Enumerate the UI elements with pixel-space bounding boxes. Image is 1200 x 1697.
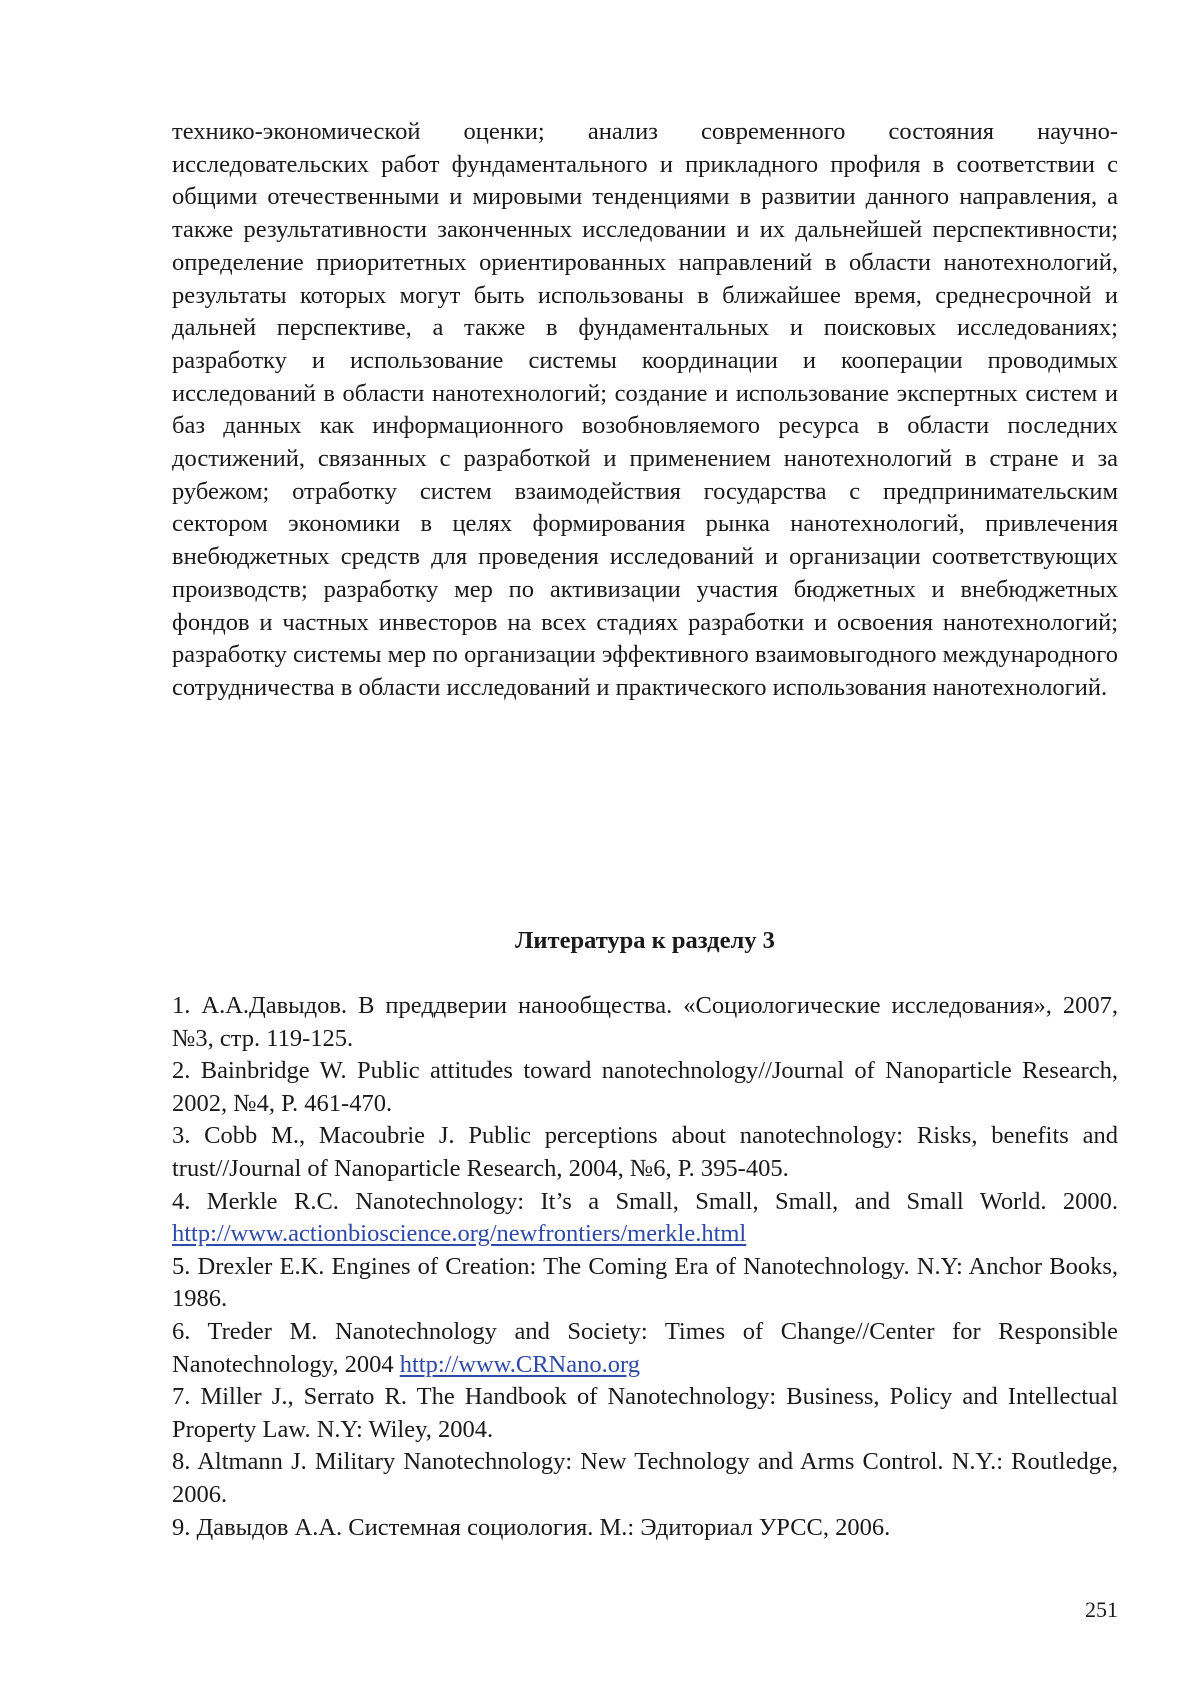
reference-item [172, 1251, 1118, 1316]
references-list [172, 990, 1118, 1544]
reference-link-crnano[interactable]: http://www.CRNano.org [399, 1350, 640, 1378]
reference-item [172, 1316, 1118, 1381]
reference-item [172, 1381, 1118, 1446]
reference-text: 4. Merkle R.C. Nanotechnology: It’s a Small, Small, Small, and Small World. 2000. [172, 1187, 1118, 1215]
reference-text: 5. Drexler E.K. Engines of Creation: The Coming Era of Nanotechnology. N.Y: Anchor Books, 1986. [172, 1252, 1118, 1313]
reference-item [172, 1446, 1118, 1511]
reference-item [172, 1512, 1118, 1545]
page-number: 251 [1085, 1597, 1118, 1622]
reference-item [172, 1120, 1118, 1185]
reference-text: 1. А.А.Давыдов. В преддверии нанообщества. «Социологические исследования», 2007, №3, стр. 119-125. [172, 992, 1118, 1052]
reference-item [172, 1186, 1118, 1251]
references-heading: Литература к разделу 3 [515, 927, 775, 954]
reference-text: 7. Miller J., Serrato R. The Handbook of Nanotechnology: Business, Policy and Intellectual Property Law. N.Y: Wiley, 2004. [172, 1383, 1118, 1443]
reference-item [172, 1055, 1118, 1120]
reference-text: 9. Давыдов А.А. Системная социология. М.: Эдиториал УРСС, 2006. [172, 1513, 891, 1541]
reference-text: 8. Altmann J. Military Nanotechnology: New Technology and Arms Control. N.Y.: Routledge, 2006. [172, 1448, 1118, 1508]
reference-text: 6. Treder M. Nanotechnology and Society: Times of Change//Center for Responsible Nanotechnology, 2004 [172, 1317, 1118, 1378]
reference-text: 2. Bainbridge W. Public attitudes toward nanotechnology//Journal of Nanoparticle Research, 2002, №4, P. 461-470. [172, 1057, 1118, 1117]
reference-item [172, 990, 1118, 1055]
reference-text: 3. Cobb M., Macoubrie J. Public perceptions about nanotechnology: Risks, benefits and trust//Journal of Nanoparticle Research, 2004, №6, P. 395-405. [172, 1122, 1118, 1182]
body-paragraph: технико-экономической оценки; анализ современного состояния научно-исследовательских работ фундаментального и прикладного профиля в соответствии с общими отечественными и мировыми тенденциями в развитии данного направления, а также результативности законченных исследовании и их дальнейшей перспективности; определение приоритетных ориентированных направлений в области нанотехнологий, результаты которых могут быть использованы в ближайшее время, среднесрочной и дальней перспективе, а также в фундаментальных и поисковых исследованиях; разработку и использование системы координации и кооперации проводимых исследований в области нанотехнологий; создание и использование экспертных систем и баз данных как информационного возобновляемого ресурса в области последних достижений, связанных с разработкой и применением нанотехнологий в стране и за рубежом; отработку систем взаимодействия государства с предпринимательским сектором экономики в целях формирования рынка нанотехнологий, привлечения внебюджетных средств для проведения исследований и организации соответствующих производств; разработку мер по активизации участия бюджетных и внебюджетных фондов и частных инвесторов на всех стадиях разработки и освоения нанотехнологий; разработку системы мер по организации эффективного взаимовыгодного международного сотрудничества в области исследований и практического использования нанотехнологий. [172, 118, 1118, 701]
reference-link-merkle[interactable]: http://www.actionbioscience.org/newfrontiers/merkle.html [172, 1220, 747, 1248]
